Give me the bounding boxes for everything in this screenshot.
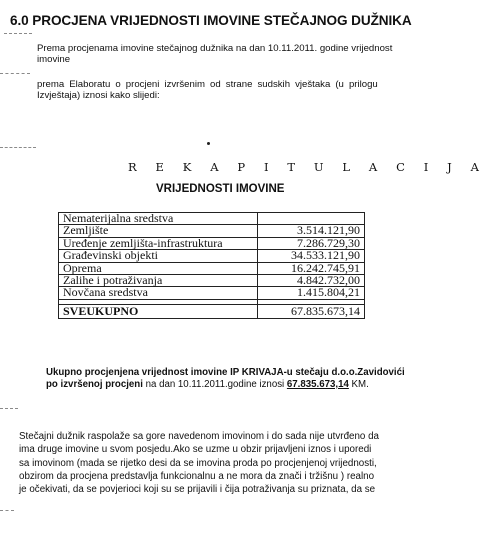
intro-line: Izvještaja) iznosi kako slijedi: [37,90,160,101]
table-row-total [59,304,365,318]
asset-label: Oprema [59,262,258,274]
asset-label: Zalihe i potraživanja [59,275,258,287]
asset-value: 3.514.121,90 [258,225,365,237]
summary-amount: 67.835.673,14 [286,379,349,390]
intro-line: prema Elaboratu o procjeni izvršenim od strane sudskih vještaka (u prilogu [37,79,378,90]
body-line: ima druge imovine u svom posjedu.Ako se uzme u obzir prijavljeni iznos i uporedi [19,444,372,455]
asset-label: Građevinski objekti [59,250,258,262]
body-line: obzirom da procjena predstavlja funkcionalnu a ne mora da znači i tržišnu ) realno [19,471,375,482]
asset-value: 7.286.729,30 [258,237,365,249]
summary-bold: po izvršenoj procjeni [46,379,143,390]
asset-value: 34.533.121,90 [258,250,365,262]
summary-normal: na dan 10.11.2011.godine iznosi [142,379,287,390]
asset-value: 16.242.745,91 [258,262,365,274]
scan-line [4,33,32,34]
asset-label: Zemljište [59,225,258,237]
scan-line [0,510,14,511]
scan-dot [207,142,210,145]
summary-line [46,379,369,390]
body-line: Stečajni dužnik raspolaže sa gore navedenom imovinom i do sada nije utvrđeno da [19,431,379,442]
table-row [59,287,365,299]
asset-label: Nematerijalna sredstva [59,213,258,225]
asset-table [58,212,365,319]
summary-line: Ukupno procjenjena vrijednost imovine IP KRIVAJA-u stečaju d.o.o.Zavidovići [46,367,405,378]
scan-line [0,408,18,409]
total-label: SVEUKUPNO [59,304,258,318]
asset-value: 4.842.732,00 [258,275,365,287]
summary-end: KM. [348,379,369,390]
body-line: je očekivati, da se povjerioci koji su se prijavili i čija potraživanja su priznata, da se [19,484,376,495]
recap-title: R E K A P I T U L A C I J A [128,160,487,174]
intro-line: imovine [37,54,71,65]
asset-value: 1.415.804,21 [258,287,365,299]
asset-label: Uređenje zemljišta-infrastruktura [59,237,258,249]
scan-line [0,147,36,148]
intro-line: Prema procjenama imovine stečajnog dužnika na dan 10.11.2011. godine vrijednost [37,43,393,54]
recap-subtitle: VRIJEDNOSTI IMOVINE [156,183,285,195]
scan-line [0,73,30,74]
body-line: sa imovinom (mada se rijetko desi da se imovina proda po procjenjenoj vrijednosti, [19,458,377,469]
asset-label: Novčana sredstva [59,287,258,299]
total-value: 67.835.673,14 [258,304,365,318]
section-heading: 6.0 PROCJENA VRIJEDNOSTI IMOVINE STEČAJNOG DUŽNIKA [10,13,412,28]
